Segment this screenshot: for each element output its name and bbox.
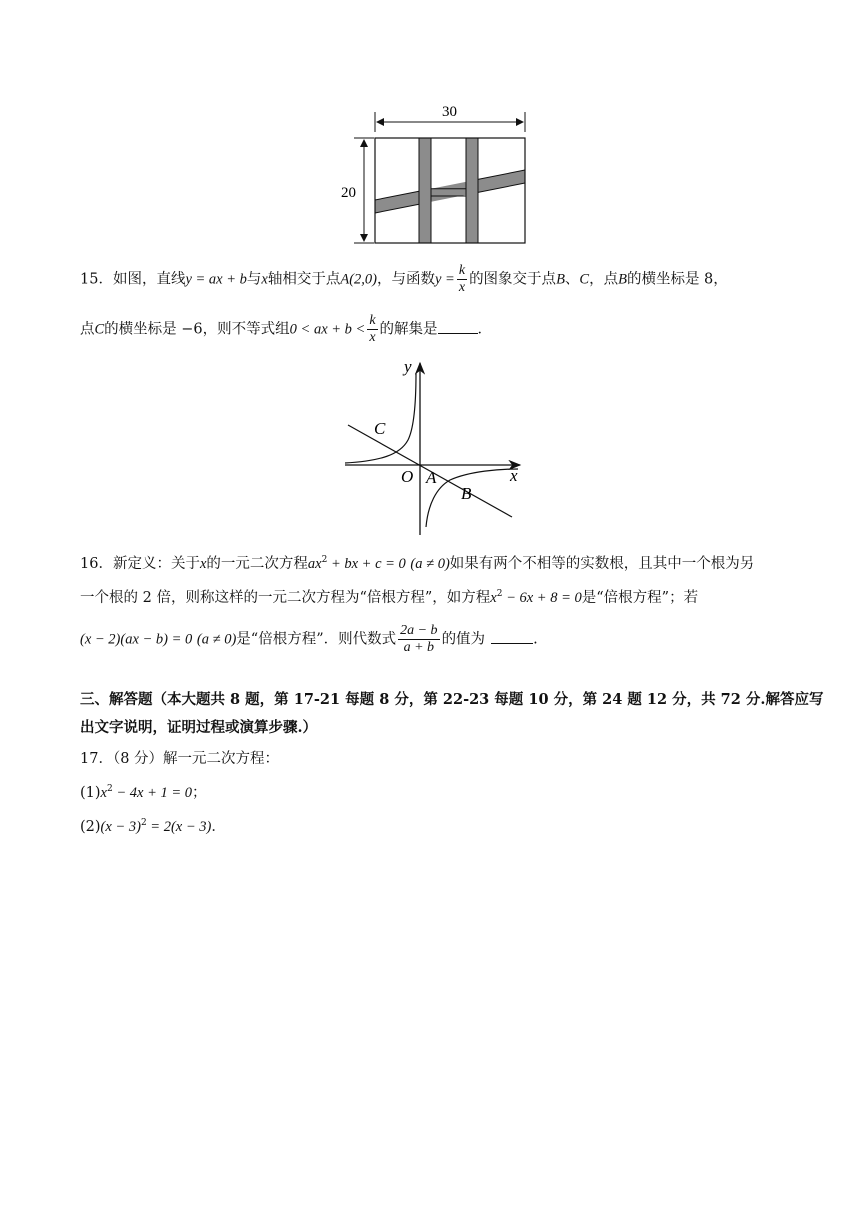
k-over-x (457, 264, 467, 295)
q16-text: 是“倍根方程”．则代数式 (236, 631, 397, 648)
example-eq: − 6x + 8 = 0 (502, 589, 582, 606)
q16-text: 如果有两个不相等的实数根，且其中一个根为另 (449, 555, 755, 572)
var-x: x (261, 271, 268, 288)
q17-part2 (80, 813, 800, 837)
exponent: 2 (496, 589, 503, 599)
point-c: C (94, 321, 105, 338)
q16-line3 (80, 624, 800, 655)
q15-text: ，点 (589, 271, 619, 288)
q15-text: 的解集是 (379, 321, 438, 338)
eq-part2: (x − 3) (100, 818, 141, 835)
q15-text: 与 (246, 271, 262, 288)
x-axis-label: x (510, 466, 518, 485)
section3-heading-cont: 出文字说明，证明过程或演算步骤.） (80, 719, 318, 736)
frac-num: k (458, 263, 466, 278)
q16-text: 的一元二次方程 (206, 555, 308, 572)
q16-text: 的值为 (441, 631, 486, 648)
point-b: B (556, 271, 565, 288)
eq-part1: x (100, 784, 107, 801)
eq-part2: = 2(x − 3) (146, 818, 212, 835)
quad-eq: + bx + c = 0 (327, 555, 406, 572)
exponent: 2 (321, 555, 328, 565)
point-a-label: A (426, 468, 437, 487)
q16-text: 是“倍根方程”；若 (581, 589, 699, 606)
frac-den: x (458, 280, 466, 295)
q16-line1 (80, 550, 800, 574)
condition: (a ≠ 0) (196, 631, 237, 648)
section3-heading: 三、解答题（本大题共 8 题，第 17-21 每题 8 分，第 22-23 每题 10 分，第 24 题 12 分，共 72 分.解答应写 (80, 691, 824, 708)
hyperbola-graph (340, 355, 540, 540)
point-a: A(2,0) (340, 271, 377, 288)
func-lhs: y = (434, 271, 455, 288)
q15-text: 15．如图，直线 (80, 271, 186, 288)
frac-den: a + b (403, 640, 435, 655)
frac-num: k (369, 313, 376, 328)
height-label: 20 (341, 185, 356, 201)
frac-den: x (369, 330, 376, 345)
eq-part1: − 4x + 1 = 0 (112, 784, 193, 801)
point-c: C (579, 271, 590, 288)
given-eq: (x − 2)(ax − b) = 0 (80, 631, 193, 648)
q15-text: ，与函数 (376, 271, 435, 288)
expression-fraction (398, 624, 439, 655)
point-c-label: C (374, 419, 386, 438)
q15-line1 (80, 264, 800, 295)
frac-num: 2a − b (400, 623, 438, 638)
example-eq: x (490, 589, 497, 606)
answer-blank (491, 629, 533, 644)
var-x: x (199, 555, 207, 572)
exponent: 2 (140, 818, 147, 828)
q16-line2 (80, 584, 800, 608)
point-b-label: B (461, 484, 472, 503)
quad-eq: ax (307, 555, 322, 572)
part-label: (1) (80, 784, 101, 801)
line-equation: y = ax + b (185, 271, 247, 288)
point-b: B (618, 271, 627, 288)
q15-text: 点 (80, 321, 95, 338)
q15-text: 的横坐标是 −6，则不等式组 (104, 321, 290, 338)
exponent: 2 (106, 784, 113, 794)
q16-text: 16．新定义：关于 (80, 555, 200, 572)
origin-label: O (401, 467, 414, 486)
condition: (a ≠ 0) (410, 555, 450, 572)
sep: 、 (564, 271, 580, 288)
part-label: (2) (80, 818, 101, 835)
q15-text: 的横坐标是 8， (626, 271, 728, 288)
punct: ； (192, 784, 207, 801)
width-label: 30 (442, 104, 457, 120)
period: . (533, 631, 538, 648)
answer-blank (438, 319, 478, 334)
q15-text: 轴相交于点 (267, 271, 341, 288)
q15-text: 的图象交于点 (469, 271, 557, 288)
q17-part1 (80, 779, 800, 803)
q16-text: 一个根的 2 倍，则称这样的一元二次方程为“倍根方程”，如方程 (80, 589, 491, 606)
road-rectangle-figure (330, 98, 540, 248)
y-axis-label: y (404, 357, 412, 376)
punct: ． (211, 818, 226, 835)
period: ． (477, 321, 493, 338)
k-over-x (367, 314, 377, 345)
q17-title: 17．（8 分）解一元二次方程： (80, 751, 280, 767)
inequality: 0 < ax + b < (289, 321, 366, 338)
q15-line2 (80, 314, 800, 345)
